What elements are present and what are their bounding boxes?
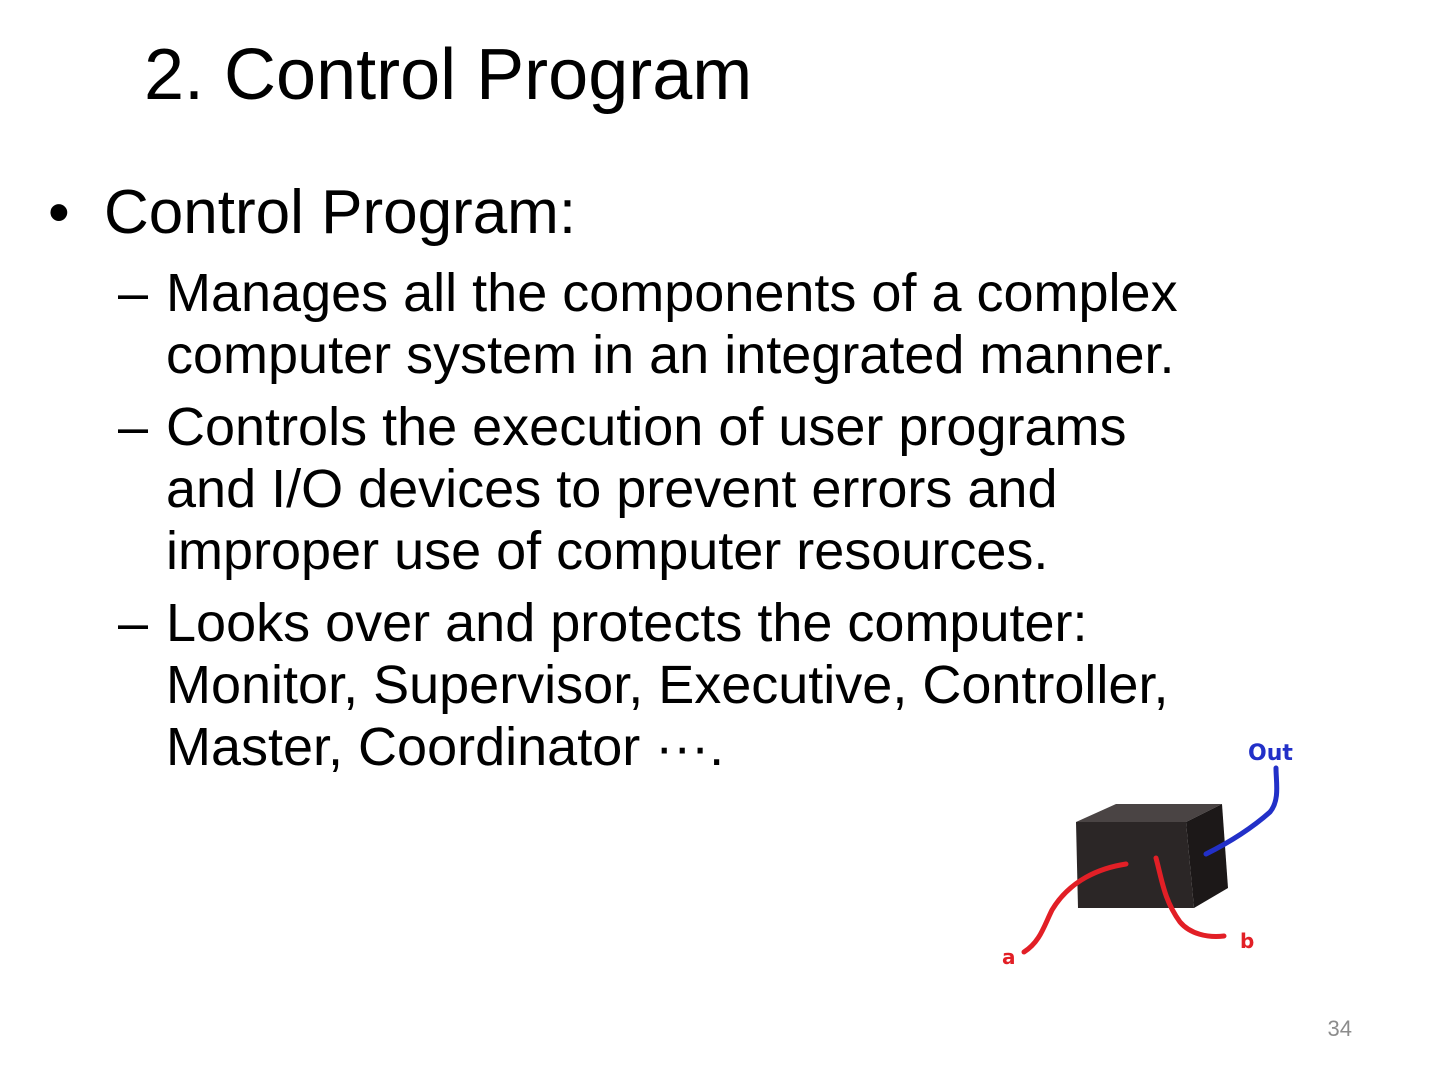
- sub-bullet-line: and I/O devices to prevent errors and: [166, 459, 1058, 519]
- label-out: Out: [1248, 741, 1293, 766]
- box-front-face: [1076, 822, 1194, 908]
- slide-title: 2. Control Program: [144, 35, 753, 115]
- sub-bullet-line: Monitor, Supervisor, Executive, Controller,: [166, 655, 1169, 715]
- sub-bullet-list: [118, 262, 1398, 788]
- sub-bullet-line: Controls the execution of user programs: [166, 397, 1127, 457]
- sub-bullet-line: Manages all the components of a complex: [166, 263, 1178, 323]
- sub-bullet-line: Looks over and protects the computer:: [166, 593, 1088, 653]
- dash-marker: –: [118, 263, 149, 323]
- sub-bullet-line: computer system in an integrated manner.: [166, 325, 1175, 385]
- bullet-text: Control Program:: [104, 178, 577, 247]
- bullet-marker: •: [48, 178, 70, 247]
- black-box-icon: [990, 730, 1310, 980]
- sub-bullet-line: improper use of computer resources.: [166, 521, 1049, 581]
- label-b: b: [1240, 929, 1255, 953]
- black-box-figure: [990, 730, 1310, 980]
- sub-bullet-item: [118, 262, 1398, 386]
- sub-bullet-line: Master, Coordinator ···.: [166, 717, 725, 777]
- sub-bullet-item: [118, 396, 1398, 582]
- dash-marker: –: [118, 397, 149, 457]
- bullet-level-1: [48, 176, 576, 250]
- dash-marker: –: [118, 593, 149, 653]
- label-a: a: [1002, 945, 1016, 969]
- page-number: 34: [1327, 1016, 1352, 1041]
